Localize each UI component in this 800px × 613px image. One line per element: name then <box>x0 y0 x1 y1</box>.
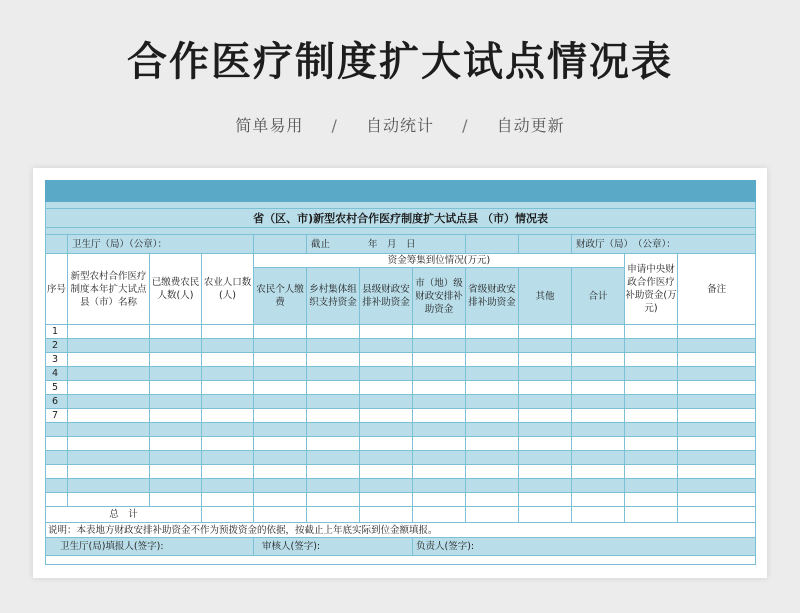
header-farmer-pay: 农民个人缴费 <box>254 268 307 325</box>
table-cell[interactable] <box>150 353 202 367</box>
row-number[interactable] <box>46 451 68 465</box>
table-cell[interactable] <box>466 479 519 493</box>
table-cell[interactable] <box>68 381 150 395</box>
tagline <box>0 113 800 136</box>
table-cell[interactable] <box>68 479 150 493</box>
table-row <box>46 353 756 367</box>
table-cell[interactable] <box>360 423 413 437</box>
table-cell[interactable] <box>625 479 678 493</box>
row-number[interactable] <box>46 423 68 437</box>
table-cell[interactable] <box>307 381 360 395</box>
table-row <box>46 451 756 465</box>
table-cell[interactable] <box>307 325 360 339</box>
table-cell[interactable] <box>466 395 519 409</box>
table-cell[interactable] <box>68 409 150 423</box>
signature-reporter: 卫生厅(局)填报人(签字): <box>46 538 254 556</box>
header-seq: 序号 <box>46 254 68 325</box>
table-cell[interactable] <box>572 479 625 493</box>
row-number[interactable]: 1 <box>46 325 68 339</box>
table-cell[interactable] <box>519 367 572 381</box>
table-top-bar <box>46 181 756 202</box>
table-cell[interactable] <box>519 409 572 423</box>
table-cell[interactable] <box>413 423 466 437</box>
header-subtotal: 合计 <box>572 268 625 325</box>
table-cell[interactable] <box>68 339 150 353</box>
row-number[interactable]: 2 <box>46 339 68 353</box>
table-cell[interactable] <box>360 367 413 381</box>
table-cell[interactable] <box>202 325 254 339</box>
table-cell[interactable] <box>150 339 202 353</box>
table-cell[interactable] <box>202 367 254 381</box>
row-number[interactable]: 3 <box>46 353 68 367</box>
table-cell[interactable] <box>150 395 202 409</box>
table-cell[interactable] <box>254 423 307 437</box>
table-cell[interactable] <box>625 423 678 437</box>
table-cell[interactable] <box>254 409 307 423</box>
table-cell[interactable] <box>68 465 150 479</box>
table-cell[interactable] <box>413 493 466 507</box>
table-cell[interactable] <box>68 437 150 451</box>
table-cell[interactable] <box>202 353 254 367</box>
table-cell[interactable] <box>572 451 625 465</box>
header-county: 新型农村合作医疗制度本年扩大试点县（市）名称 <box>68 254 150 325</box>
table-cell[interactable] <box>360 451 413 465</box>
row-number[interactable]: 4 <box>46 367 68 381</box>
signature-reviewer: 审核人(签字): <box>254 538 413 556</box>
table-cell[interactable] <box>519 479 572 493</box>
table-cell[interactable] <box>202 465 254 479</box>
table-cell[interactable] <box>307 437 360 451</box>
table-row <box>46 325 756 339</box>
table-cell[interactable] <box>68 353 150 367</box>
table-cell[interactable] <box>625 465 678 479</box>
table-cell[interactable] <box>254 465 307 479</box>
tagline-separator: / <box>462 116 469 135</box>
table-cell[interactable] <box>360 381 413 395</box>
tagline-item-3: 自动更新 <box>496 116 565 135</box>
table-cell[interactable] <box>625 437 678 451</box>
table-cell[interactable] <box>678 465 756 479</box>
table-cell[interactable] <box>150 437 202 451</box>
table-cell[interactable] <box>678 353 756 367</box>
table-cell[interactable] <box>202 437 254 451</box>
header-city-subsidy: 市（地）级财政安排补助资金 <box>413 268 466 325</box>
table-cell[interactable] <box>466 423 519 437</box>
table-cell[interactable] <box>202 409 254 423</box>
table-cell[interactable] <box>572 353 625 367</box>
row-number[interactable] <box>46 493 68 507</box>
table-cell[interactable] <box>307 339 360 353</box>
table-cell[interactable] <box>625 409 678 423</box>
header-province-subsidy: 省级财政安排补助资金 <box>466 268 519 325</box>
table-cell[interactable] <box>572 465 625 479</box>
table-cell[interactable] <box>360 479 413 493</box>
spreadsheet-preview <box>33 168 767 578</box>
table-cell[interactable] <box>202 339 254 353</box>
table-cell[interactable] <box>625 339 678 353</box>
table-cell[interactable] <box>572 423 625 437</box>
table-cell[interactable] <box>625 493 678 507</box>
table-cell[interactable] <box>678 437 756 451</box>
table-cell[interactable] <box>254 325 307 339</box>
signature-leader: 负责人(签字): <box>413 538 756 556</box>
table-cell[interactable] <box>150 479 202 493</box>
table-cell[interactable] <box>678 381 756 395</box>
row-number[interactable]: 6 <box>46 395 68 409</box>
table-cell[interactable] <box>307 493 360 507</box>
table-cell[interactable] <box>572 367 625 381</box>
table-cell[interactable] <box>254 367 307 381</box>
table-cell[interactable] <box>413 479 466 493</box>
total-label: 总 计 <box>46 507 202 523</box>
finance-dept-label: 财政厅（局） （公章）： <box>572 235 756 254</box>
table-cell[interactable] <box>572 339 625 353</box>
table-cell[interactable] <box>678 451 756 465</box>
table-cell[interactable] <box>202 423 254 437</box>
table-cell[interactable] <box>413 409 466 423</box>
table-cell[interactable] <box>625 395 678 409</box>
row-number[interactable]: 5 <box>46 381 68 395</box>
table-cell[interactable] <box>254 353 307 367</box>
table-cell[interactable] <box>360 325 413 339</box>
table-cell[interactable] <box>254 339 307 353</box>
table-cell[interactable] <box>413 465 466 479</box>
table-cell[interactable] <box>307 395 360 409</box>
table-cell[interactable] <box>202 479 254 493</box>
table-row <box>46 479 756 493</box>
table-cell[interactable] <box>360 493 413 507</box>
table-cell[interactable] <box>466 451 519 465</box>
table-cell[interactable] <box>466 325 519 339</box>
header-other: 其他 <box>519 268 572 325</box>
table-cell[interactable] <box>150 465 202 479</box>
table-cell[interactable] <box>307 479 360 493</box>
table-cell[interactable] <box>519 395 572 409</box>
table-cell[interactable] <box>572 325 625 339</box>
table-cell[interactable] <box>254 451 307 465</box>
table-cell[interactable] <box>150 409 202 423</box>
table-cell[interactable] <box>150 423 202 437</box>
table-cell[interactable] <box>360 465 413 479</box>
table-cell[interactable] <box>466 381 519 395</box>
header-county-subsidy: 县级财政安排补助资金 <box>360 268 413 325</box>
header-remark: 备注 <box>678 254 756 325</box>
table-cell[interactable] <box>572 437 625 451</box>
table-cell[interactable] <box>254 479 307 493</box>
table-cell[interactable] <box>68 367 150 381</box>
footnote: 说明：本表地方财政安排补助资金不作为预拨资金的依据，按截止上年底实际到位金额填报。 <box>46 523 756 538</box>
table-cell[interactable] <box>625 451 678 465</box>
table-cell[interactable] <box>68 493 150 507</box>
table-row <box>46 339 756 353</box>
table-cell[interactable] <box>150 325 202 339</box>
table-cell[interactable] <box>519 353 572 367</box>
table-row <box>46 381 756 395</box>
table-cell[interactable] <box>360 395 413 409</box>
table-cell[interactable] <box>413 437 466 451</box>
table-row <box>46 409 756 423</box>
table-cell[interactable] <box>413 451 466 465</box>
pilot-report-table <box>45 180 756 565</box>
table-cell[interactable] <box>68 451 150 465</box>
table-cell[interactable] <box>68 325 150 339</box>
table-cell[interactable] <box>466 367 519 381</box>
row-number[interactable]: 7 <box>46 409 68 423</box>
table-cell[interactable] <box>519 437 572 451</box>
table-caption: 省（区、市)新型农村合作医疗制度扩大试点县 （市）情况表 <box>46 209 756 228</box>
table-cell[interactable] <box>466 493 519 507</box>
table-cell[interactable] <box>519 381 572 395</box>
table-cell[interactable] <box>307 409 360 423</box>
table-cell[interactable] <box>413 325 466 339</box>
table-row <box>46 465 756 479</box>
health-dept-label: 卫生厅（局）（公章）： <box>68 235 254 254</box>
table-cell[interactable] <box>413 339 466 353</box>
table-cell[interactable] <box>360 339 413 353</box>
table-cell[interactable] <box>202 381 254 395</box>
table-cell[interactable] <box>572 395 625 409</box>
table-cell[interactable] <box>150 493 202 507</box>
table-row <box>46 395 756 409</box>
table-cell[interactable] <box>307 465 360 479</box>
table-cell[interactable] <box>360 409 413 423</box>
table-cell[interactable] <box>678 395 756 409</box>
table-cell[interactable] <box>150 451 202 465</box>
table-cell[interactable] <box>519 493 572 507</box>
table-cell[interactable] <box>625 367 678 381</box>
table-cell[interactable] <box>307 367 360 381</box>
table-row <box>46 437 756 451</box>
table-cell[interactable] <box>678 423 756 437</box>
tagline-item-1: 简单易用 <box>235 116 304 135</box>
table-cell[interactable] <box>519 423 572 437</box>
table-cell[interactable] <box>678 493 756 507</box>
table-cell[interactable] <box>678 325 756 339</box>
table-cell[interactable] <box>307 451 360 465</box>
table-cell[interactable] <box>466 437 519 451</box>
table-cell[interactable] <box>254 381 307 395</box>
table-cell[interactable] <box>466 409 519 423</box>
table-cell[interactable] <box>678 367 756 381</box>
table-cell[interactable] <box>254 493 307 507</box>
table-cell[interactable] <box>678 479 756 493</box>
table-cell[interactable] <box>360 353 413 367</box>
table-row <box>46 367 756 381</box>
row-number[interactable] <box>46 465 68 479</box>
tagline-separator: / <box>331 116 338 135</box>
table-row <box>46 493 756 507</box>
table-cell[interactable] <box>466 465 519 479</box>
table-cell[interactable] <box>360 437 413 451</box>
header-paid-farmers: 已缴费农民人数(人) <box>150 254 202 325</box>
table-cell[interactable] <box>413 395 466 409</box>
page-title: 合作医疗制度扩大试点情况表 <box>127 39 673 85</box>
table-cell[interactable] <box>572 381 625 395</box>
table-cell[interactable] <box>519 339 572 353</box>
table-cell[interactable] <box>519 451 572 465</box>
table-cell[interactable] <box>625 381 678 395</box>
table-row <box>46 423 756 437</box>
table-cell[interactable] <box>519 325 572 339</box>
table-cell[interactable] <box>678 409 756 423</box>
header-village-support: 乡村集体组织支持资金 <box>307 268 360 325</box>
tagline-item-2: 自动统计 <box>365 116 434 135</box>
header-funds-group: 资金筹集到位情况(万元) <box>254 254 625 268</box>
table-cell[interactable] <box>68 423 150 437</box>
table-cell[interactable] <box>519 465 572 479</box>
table-cell[interactable] <box>68 395 150 409</box>
table-cell[interactable] <box>254 395 307 409</box>
table-cell[interactable] <box>413 353 466 367</box>
table-cell[interactable] <box>413 367 466 381</box>
table-cell[interactable] <box>150 381 202 395</box>
table-cell[interactable] <box>466 353 519 367</box>
table-cell[interactable] <box>625 325 678 339</box>
table-cell[interactable] <box>572 493 625 507</box>
table-cell[interactable] <box>625 353 678 367</box>
table-cell[interactable] <box>202 395 254 409</box>
table-cell[interactable] <box>307 353 360 367</box>
table-cell[interactable] <box>413 381 466 395</box>
header-central-apply: 申请中央财政合作医疗补助资金(万元) <box>625 254 678 325</box>
table-cell[interactable] <box>254 437 307 451</box>
header-agri-pop: 农业人口数(人) <box>202 254 254 325</box>
table-cell[interactable] <box>466 339 519 353</box>
table-cell[interactable] <box>150 367 202 381</box>
table-cell[interactable] <box>678 339 756 353</box>
table-cell[interactable] <box>572 409 625 423</box>
row-number[interactable] <box>46 479 68 493</box>
row-number[interactable] <box>46 437 68 451</box>
table-cell[interactable] <box>307 423 360 437</box>
table-cell[interactable] <box>202 493 254 507</box>
deadline-label: 截止 年 月 日 <box>307 235 466 254</box>
table-cell[interactable] <box>202 451 254 465</box>
